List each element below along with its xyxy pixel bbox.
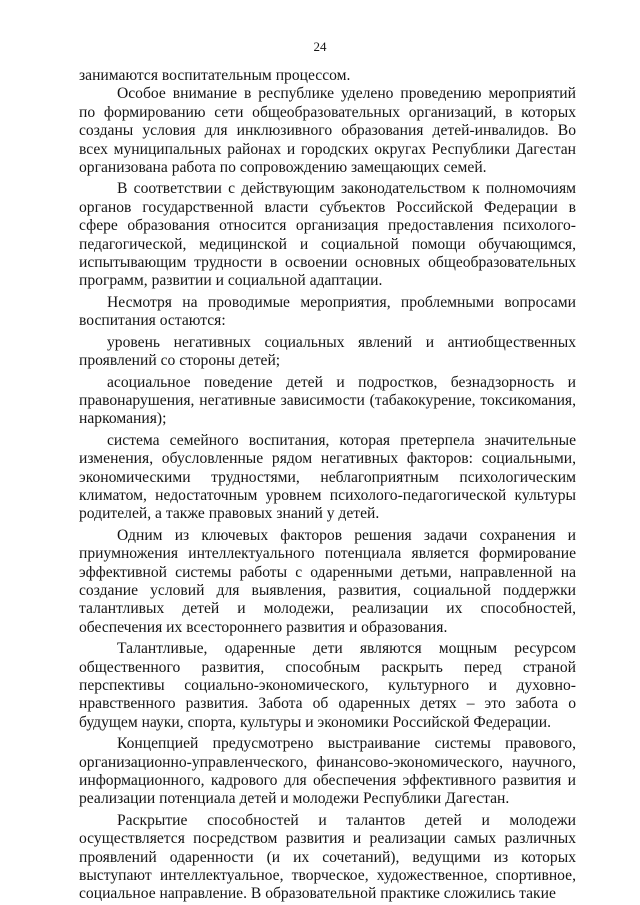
list-item-negative-phenomena: уровень негативных социальных явлений и антиобщественных проявлений со стороны детей; [79,333,576,370]
paragraph-concept: Концепцией предусмотрено выстраивание системы правового, организационно-управленческого, финансово-экономического, научного, информационного, кадрового для обеспечения эффективного развития и реализации потенциала детей и молодежи Республики Дагестан. [79,735,576,808]
paragraph-talented-children: Талантливые, одаренные дети являются мощным ресурсом общественного развития, способным раскрыть перед страной перспективы социально-экономического, культурного и духовно-нравственного развития. Забота об одаренных детях – это забота о будущем науки, спорта, культуры и экономики Российской Федерации. [79,640,576,731]
paragraph-inclusive-education: Особое внимание в республике уделено проведению мероприятий по формированию сети общеобразовательных организаций, в которых созданы условия для инклюзивного образования детей-инвалидов. Во всех муниципальных районах и городских округах Республики Дагестан организована работа по сопровождению замещающих семей. [79,85,576,177]
list-item-family-education: система семейного воспитания, которая претерпела значительные изменения, обусловленные рядом негативных факторов: социальными, экономическими трудностями, неблагоприятным психологическим климатом, недостаточным уровнем психолого-педагогической культуры родителей, а также правовых знаний у детей. [79,431,576,523]
paragraph-gifted-children-system: Одним из ключевых факторов решения задачи сохранения и приумножения интеллектуального потенциала является формирование эффективной системы работы с одаренными детьми, направленной на создание условий для выявления, развития, социальной поддержки талантливых детей и молодежи, реализации их способностей, обеспечения их всестороннего развития и образования. [79,526,576,636]
list-item-asocial-behavior: асоциальное поведение детей и подростков, безнадзорность и правонарушения, негативные зависимости (табакокурение, токсикомания, наркомания); [79,373,576,428]
paragraph-continuation: занимаются воспитательным процессом. [79,67,351,84]
page-number: 24 [313,39,327,54]
paragraph-abilities-disclosure: Раскрытие способностей и талантов детей и молодежи осуществляется посредством развития и реализации самых различных проявлений одаренности (и их сочетаний), ведущими из которых выступают интеллектуальное, творческое, художественное, спортивное, социальное направление. В образовательной практике сложились такие [79,811,576,903]
paragraph-problems-intro: Несмотря на проводимые мероприятия, проблемными вопросами воспитания остаются: [79,293,576,330]
paragraph-legislation: В соответствии с действующим законодательством к полномочиям органов государственной власти субъектов Российской Федерации в сфере образования относится организация предоставления психолого-педагогической, медицинской и социальной помощи обучающимся, испытывающим трудности в освоении основных общеобразовательных программ, развитии и социальной адаптации. [79,180,576,290]
document-body [79,67,576,904]
